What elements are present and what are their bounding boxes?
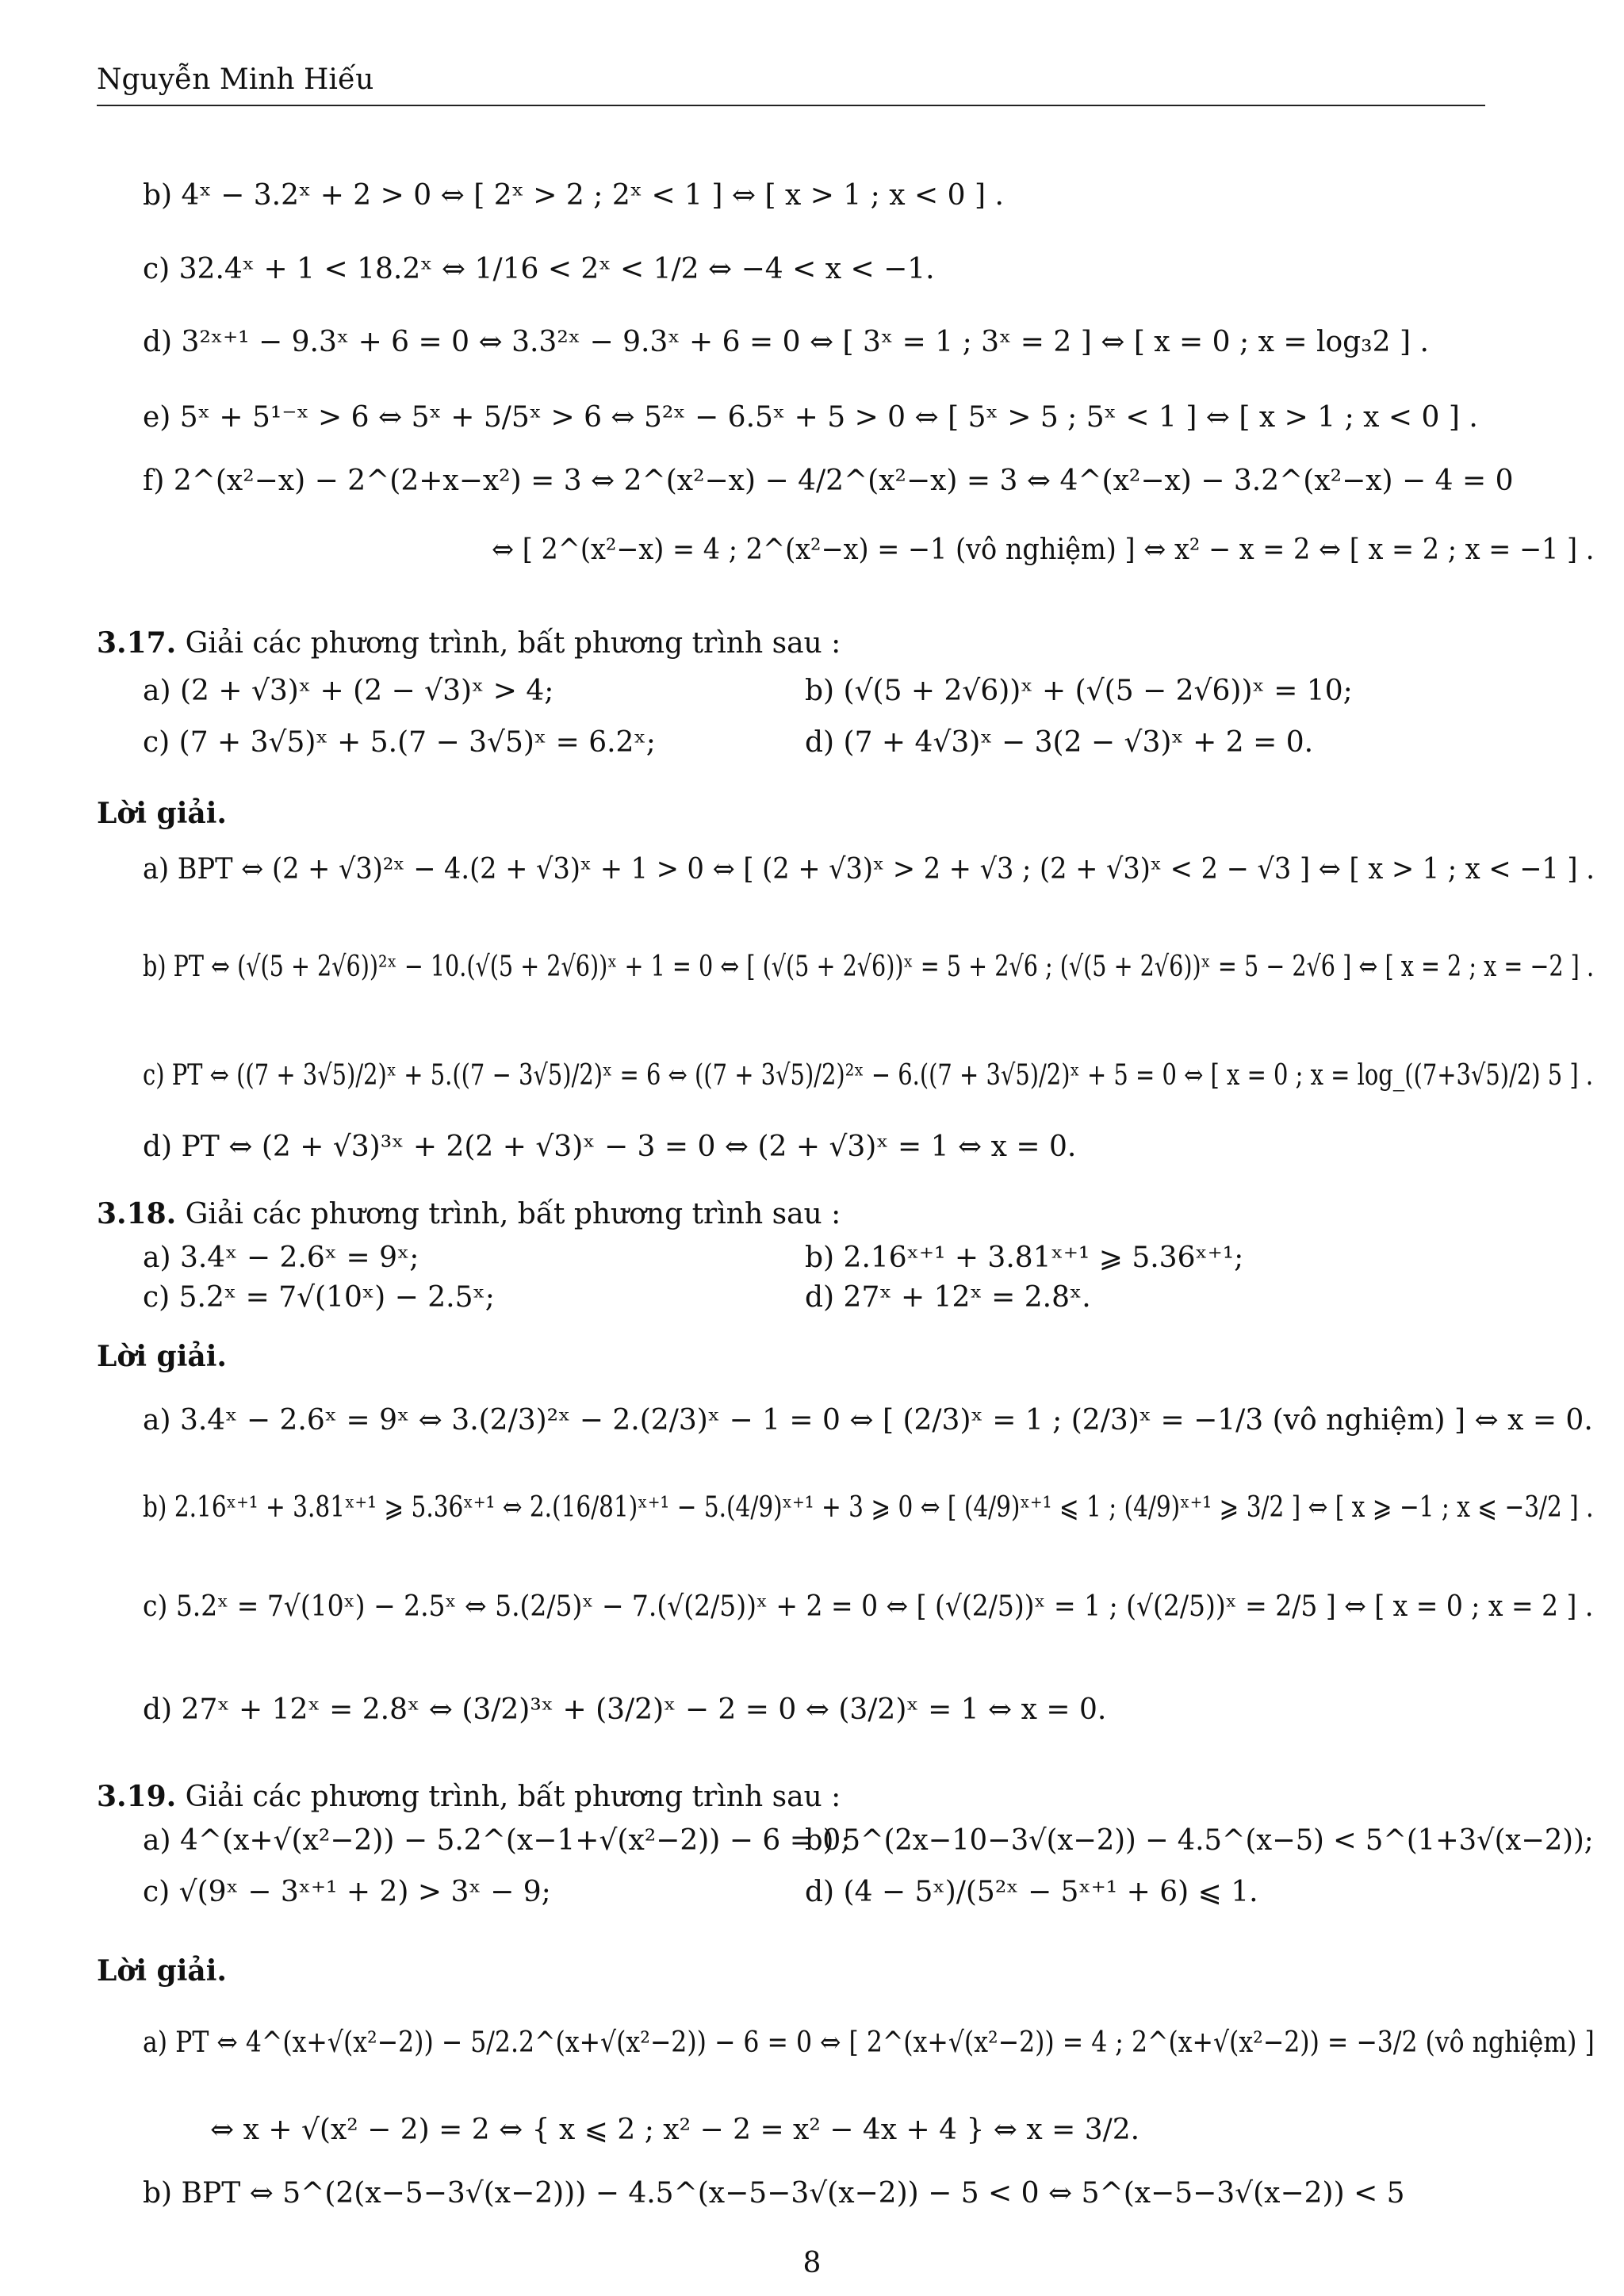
solution-label: Lời giải. xyxy=(97,1340,227,1373)
solution-line-c: c) 32.4ˣ + 1 < 18.2ˣ ⇔ 1/16 < 2ˣ < 1/2 ⇔ −4 < x < −1. xyxy=(143,253,935,285)
exercise-3-18-b: b) 2.16ˣ⁺¹ + 3.81ˣ⁺¹ ⩾ 5.36ˣ⁺¹; xyxy=(805,1242,1244,1274)
exercise-prompt: Giải các phương trình, bất phương trình sau : xyxy=(185,627,841,660)
exercise-number: 3.17. xyxy=(97,626,177,660)
exercise-3-17-d: d) (7 + 4√3)ˣ − 3(2 − √3)ˣ + 2 = 0. xyxy=(805,726,1314,759)
exercise-3-19-a: a) 4^(x+√(x²−2)) − 5.2^(x−1+√(x²−2)) − 6 = 0; xyxy=(143,1824,851,1857)
header-rule xyxy=(97,105,1485,106)
exercise-prompt: Giải các phương trình, bất phương trình sau : xyxy=(185,1198,841,1230)
solution-line-e: e) 5ˣ + 5¹⁻ˣ > 6 ⇔ 5ˣ + 5/5ˣ > 6 ⇔ 5²ˣ − 6.5ˣ + 5 > 0 ⇔ [ 5ˣ > 5 ; 5ˣ < 1 ] ⇔ [ x > 1 ; x < 0 ] . xyxy=(143,401,1478,434)
solution-3-17-c: c) PT ⇔ ((7 + 3√5)/2)ˣ + 5.((7 − 3√5)/2)ˣ = 6 ⇔ ((7 + 3√5)/2)²ˣ − 6.((7 + 3√5)/2)ˣ + 5 = 0 ⇔ [ x = 0 ; x = log_((7+3√5)/2) 5 ] . xyxy=(143,1059,1594,1092)
exercise-3-17-b: b) (√(5 + 2√6))ˣ + (√(5 − 2√6))ˣ = 10; xyxy=(805,675,1353,707)
solution-3-18-c: c) 5.2ˣ = 7√(10ˣ) − 2.5ˣ ⇔ 5.(2/5)ˣ − 7.(√(2/5))ˣ + 2 = 0 ⇔ [ (√(2/5))ˣ = 1 ; (√(2/5))ˣ = 2/5 ] ⇔ [ x = 0 ; x = 2 ] . xyxy=(143,1590,1594,1623)
exercise-3-19-c: c) √(9ˣ − 3ˣ⁺¹ + 2) > 3ˣ − 9; xyxy=(143,1876,551,1908)
solution-line-b: b) 4ˣ − 3.2ˣ + 2 > 0 ⇔ [ 2ˣ > 2 ; 2ˣ < 1 ] ⇔ [ x > 1 ; x < 0 ] . xyxy=(143,179,1004,212)
solution-3-18-d: d) 27ˣ + 12ˣ = 2.8ˣ ⇔ (3/2)³ˣ + (3/2)ˣ − 2 = 0 ⇔ (3/2)ˣ = 1 ⇔ x = 0. xyxy=(143,1693,1107,1726)
exercise-3-18-a: a) 3.4ˣ − 2.6ˣ = 9ˣ; xyxy=(143,1242,419,1274)
solution-line-f1: f) 2^(x²−x) − 2^(2+x−x²) = 3 ⇔ 2^(x²−x) − 4/2^(x²−x) = 3 ⇔ 4^(x²−x) − 3.2^(x²−x) − 4 = 0 xyxy=(143,465,1514,497)
solution-line-f2: ⇔ [ 2^(x²−x) = 4 ; 2^(x²−x) = −1 (vô nghiệm) ] ⇔ x² − x = 2 ⇔ [ x = 2 ; x = −1 ] . xyxy=(492,534,1595,566)
exercise-3-18-c: c) 5.2ˣ = 7√(10ˣ) − 2.5ˣ; xyxy=(143,1281,495,1314)
solution-3-19-a-line1: a) PT ⇔ 4^(x+√(x²−2)) − 5/2.2^(x+√(x²−2)) − 6 = 0 ⇔ [ 2^(x+√(x²−2)) = 4 ; 2^(x+√(x²−2)) = −3/2 (vô nghiệm) ] xyxy=(143,2026,1595,2059)
exercise-3-18-heading xyxy=(97,1197,841,1231)
exercise-3-17-a: a) (2 + √3)ˣ + (2 − √3)ˣ > 4; xyxy=(143,675,554,707)
exercise-3-17-c: c) (7 + 3√5)ˣ + 5.(7 − 3√5)ˣ = 6.2ˣ; xyxy=(143,726,656,759)
solution-3-17-a: a) BPT ⇔ (2 + √3)²ˣ − 4.(2 + √3)ˣ + 1 > 0 ⇔ [ (2 + √3)ˣ > 2 + √3 ; (2 + √3)ˣ < 2 − √3 ] ⇔ [ x > 1 ; x < −1 ] . xyxy=(143,853,1595,886)
solution-3-19-b-line1: b) BPT ⇔ 5^(2(x−5−3√(x−2))) − 4.5^(x−5−3√(x−2)) − 5 < 0 ⇔ 5^(x−5−3√(x−2)) < 5 xyxy=(143,2177,1405,2210)
solution-3-17-b: b) PT ⇔ (√(5 + 2√6))²ˣ − 10.(√(5 + 2√6))ˣ + 1 = 0 ⇔ [ (√(5 + 2√6))ˣ = 5 + 2√6 ; (√(5 + 2√6))ˣ = 5 − 2√6 ] ⇔ [ x = 2 ; x = −2 ] . xyxy=(143,951,1595,983)
solution-label: Lời giải. xyxy=(97,797,227,830)
solution-3-19-a-line2: ⇔ x + √(x² − 2) = 2 ⇔ { x ⩽ 2 ; x² − 2 = x² − 4x + 4 } ⇔ x = 3/2. xyxy=(210,2114,1140,2146)
exercise-3-19-d: d) (4 − 5ˣ)/(5²ˣ − 5ˣ⁺¹ + 6) ⩽ 1. xyxy=(805,1876,1258,1908)
solution-label: Lời giải. xyxy=(97,1954,227,1988)
solution-line-d: d) 3²ˣ⁺¹ − 9.3ˣ + 6 = 0 ⇔ 3.3²ˣ − 9.3ˣ + 6 = 0 ⇔ [ 3ˣ = 1 ; 3ˣ = 2 ] ⇔ [ x = 0 ; x = log₃2 ] . xyxy=(143,326,1429,358)
solution-3-17-d: d) PT ⇔ (2 + √3)³ˣ + 2(2 + √3)ˣ − 3 = 0 ⇔ (2 + √3)ˣ = 1 ⇔ x = 0. xyxy=(143,1131,1077,1163)
page-number: 8 xyxy=(802,2247,822,2279)
exercise-3-18-d: d) 27ˣ + 12ˣ = 2.8ˣ. xyxy=(805,1281,1091,1314)
exercise-3-19-b: b) 5^(2x−10−3√(x−2)) − 4.5^(x−5) < 5^(1+3√(x−2)); xyxy=(805,1824,1594,1857)
exercise-3-17-heading xyxy=(97,626,841,660)
solution-3-18-a: a) 3.4ˣ − 2.6ˣ = 9ˣ ⇔ 3.(2/3)²ˣ − 2.(2/3)ˣ − 1 = 0 ⇔ [ (2/3)ˣ = 1 ; (2/3)ˣ = −1/3 (vô nghiệm) ] ⇔ x = 0. xyxy=(143,1404,1593,1437)
exercise-3-19-heading xyxy=(97,1780,841,1814)
exercise-number: 3.19. xyxy=(97,1780,177,1813)
exercise-prompt: Giải các phương trình, bất phương trình sau : xyxy=(185,1781,841,1813)
solution-3-18-b: b) 2.16ˣ⁺¹ + 3.81ˣ⁺¹ ⩾ 5.36ˣ⁺¹ ⇔ 2.(16/81)ˣ⁺¹ − 5.(4/9)ˣ⁺¹ + 3 ⩾ 0 ⇔ [ (4/9)ˣ⁺¹ ⩽ 1 ; (4/9)ˣ⁺¹ ⩾ 3/2 ] ⇔ [ x ⩾ −1 ; x ⩽ −3/2 ] . xyxy=(143,1491,1594,1524)
page-header-author: Nguyễn Minh Hiếu xyxy=(97,63,374,96)
exercise-number: 3.18. xyxy=(97,1197,177,1230)
